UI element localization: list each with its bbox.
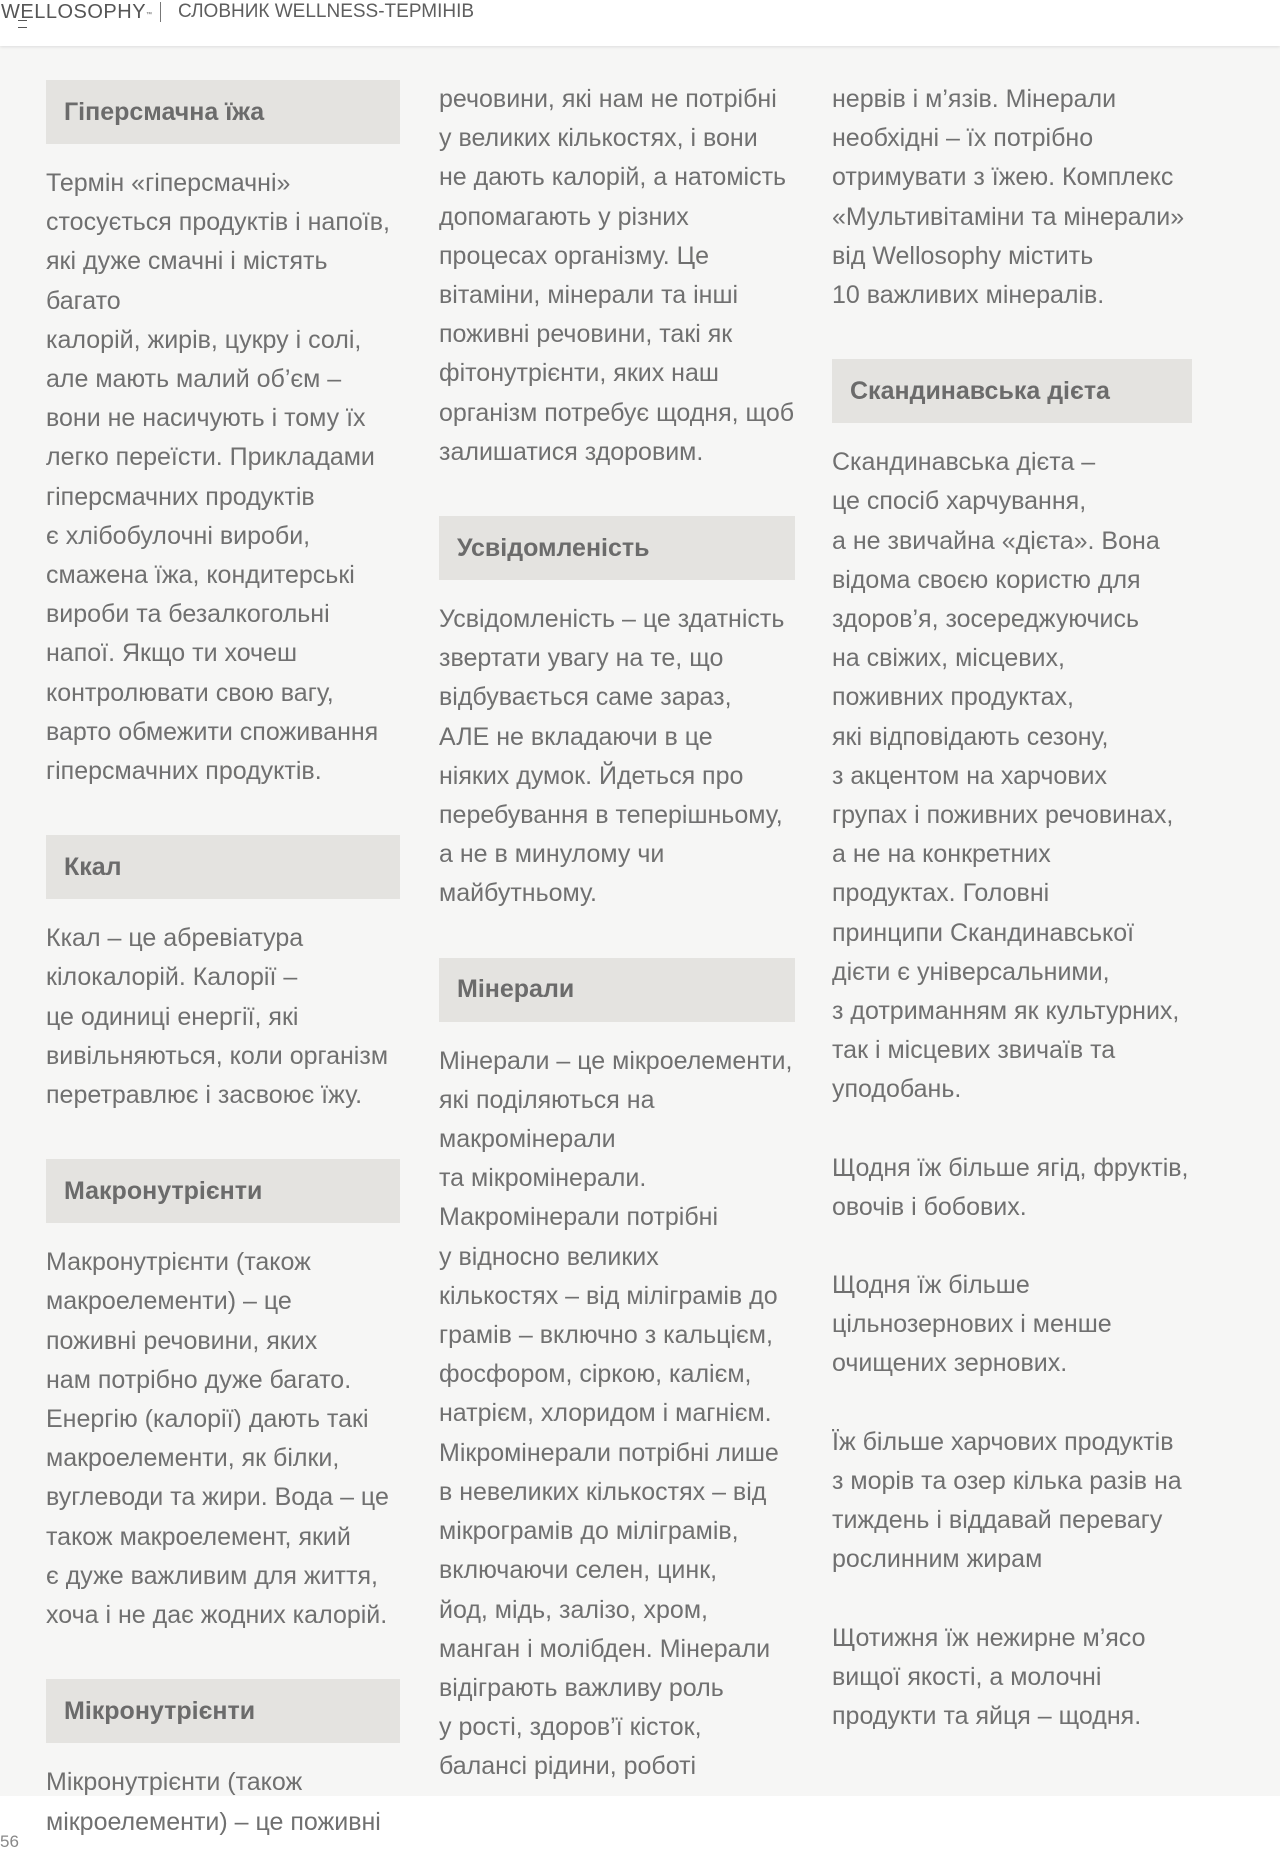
section-heading-macronutrients: Макронутрієнти [46,1159,400,1223]
text-line: очищених зернових. [832,1349,1068,1378]
text-line: допомагають у різних [439,202,689,231]
text-line: необхідні – їх потрібно [832,124,1094,153]
text-line: а не звичайна «дієта». Вона [832,526,1160,555]
section-heading-minerals: Мінерали [439,958,795,1022]
text-line: кілокалорій. Калорії – [46,963,298,992]
text-line: є дуже важливим для життя, [46,1561,378,1590]
text-line: а не на конкретних [832,840,1051,869]
text-line: Щодня їж більше ягід, фруктів, [832,1153,1189,1182]
text-line: макроелементи, як білки, [46,1444,340,1473]
text-line: Мікронутрієнти (також [46,1768,303,1797]
text-line: Усвідомленість – це здатність [439,605,785,634]
text-line: Щотижня їж нежирне м’ясо [832,1623,1146,1652]
column-1 [46,80,400,1842]
text-line: включаючи селен, цинк, [439,1556,718,1585]
text-line: в невеликих кількостях – від [439,1477,767,1506]
text-line: нам потрібно дуже багато. [46,1365,352,1394]
section-heading-kcal: Ккал [46,835,400,899]
text-line: у великих кількостях, і вони [439,124,758,153]
text-line: рослинним жирам [832,1545,1043,1574]
nordic-diet-paragraph-3 [832,1266,1192,1384]
header-title: СЛОВНИК WELLNESS-ТЕРМІНІВ [178,1,475,22]
text-line: є хлібобулочні вироби, [46,521,311,550]
nordic-diet-paragraph-1 [832,443,1192,1109]
text-line: натрієм, хлоридом і магнієм. [439,1399,772,1428]
text-line: манган і молібден. Мінерали [439,1634,771,1663]
text-line: поживних продуктах, [832,683,1074,712]
text-line: речовини, які нам не потрібні [439,85,777,113]
text-line: хоча і не дає жодних калорій. [46,1601,388,1630]
text-line: Макромінерали потрібні [439,1203,718,1232]
text-line: Енергію (калорії) дають такі [46,1405,369,1434]
text-line: АЛЕ не вкладаючи в це [439,722,713,751]
nordic-diet-paragraph-5 [832,1619,1192,1737]
text-line: це спосіб харчування, [832,487,1087,516]
text-line: Мікромінерали потрібні лише [439,1438,779,1467]
section-text-mindfulness [439,600,795,914]
text-line: балансі рідини, роботі [439,1752,697,1781]
text-line: відбувається саме зараз, [439,683,732,712]
text-line: гіперсмачних продуктів. [46,757,322,786]
text-line: з акцентом на харчових [832,761,1108,790]
text-line: Макронутрієнти (також [46,1248,311,1277]
column-3 [832,80,1192,1736]
text-line: вуглеводи та жири. Вода – це [46,1483,389,1512]
text-line: вони не насичують і тому їх [46,404,366,433]
text-line: макромінерали [439,1125,616,1154]
nordic-diet-paragraph-2 [832,1149,1192,1227]
text-line: мікрограмів до міліграмів, [439,1517,739,1546]
text-line: фосфором, сіркою, калієм, [439,1360,752,1389]
text-line: поживні речовини, яких [46,1326,318,1355]
text-line: цільнозернових і менше [832,1310,1112,1339]
section-heading-nordic-diet: Скандинавська дієта [832,359,1192,423]
text-line: гіперсмачних продуктів [46,482,315,511]
brand-name: WELLOSOPHY [1,1,147,23]
text-line: та мікромінерали. [439,1164,647,1193]
text-line: Ккал – це абревіатура [46,924,304,953]
section-text-hyperpalatable [46,164,400,791]
text-line: у відносно великих [439,1242,659,1271]
section-text-macronutrients [46,1243,400,1635]
text-line: залишатися здоровим. [439,437,704,466]
brand-mark-underline [18,20,27,28]
text-line: на свіжих, місцевих, [832,644,1065,673]
text-line: «Мультивітаміни та мінерали» [832,202,1185,231]
text-line: продуктах. Головні [832,879,1050,908]
text-line: Мінерали – це мікроелементи, [439,1046,793,1075]
nordic-diet-paragraph-4 [832,1423,1192,1580]
text-line: які відповідають сезону, [832,722,1109,751]
page-header [0,0,1280,46]
section-text-minerals [439,1042,795,1787]
text-line: звертати увагу на те, що [439,644,724,673]
text-line: які дуже смачні і містять багато [46,247,328,315]
text-line: які поділяються на [439,1085,655,1114]
text-line: а не в минулому чи [439,840,665,869]
text-line: також макроелемент, який [46,1522,351,1551]
header-divider [160,2,161,22]
brand-trademark: ™ [146,12,153,18]
section-heading-hyperpalatable: Гіперсмачна їжа [46,80,400,144]
text-line: Щодня їж більше [832,1271,1030,1300]
text-line: овочів і бобових. [832,1192,1027,1221]
text-line: з дотриманням як культурних, [832,997,1180,1026]
text-line: Термін «гіперсмачні» [46,169,291,197]
text-line: перебування в теперішньому, [439,801,783,830]
section-text-kcal [46,919,400,1115]
section-text-micronutrients-cont [439,80,795,472]
text-line: так і місцевих звичаїв та [832,1036,1116,1065]
column-2 [439,80,795,1787]
text-line: але мають малий об’єм – [46,365,342,394]
text-line: організм потребує щодня, щоб [439,398,795,427]
text-line: майбутньому. [439,879,597,908]
text-line: 10 важливих мінералів. [832,281,1105,310]
text-line: йод, мідь, залізо, хром, [439,1595,708,1624]
text-line: фітонутрієнти, яких наш [439,359,719,388]
text-line: нервів і м’язів. Мінерали [832,85,1117,113]
section-heading-micronutrients: Мікронутрієнти [46,1679,400,1743]
text-line: не дають калорій, а натомість [439,163,787,192]
text-line: здоров’я, зосереджуючись [832,605,1140,634]
text-line: продукти та яйця – щодня. [832,1701,1142,1730]
text-line: це одиниці енергії, які [46,1002,299,1031]
text-line: у рості, здоров’ї кісток, [439,1713,702,1742]
text-line: з морів та озер кілька разів на [832,1466,1182,1495]
text-line: легко переїсти. Прикладами [46,443,375,472]
text-line: вітаміни, мінерали та інші [439,281,739,310]
text-line: дієти є універсальними, [832,957,1110,986]
text-line: Їж більше харчових продуктів [832,1427,1174,1456]
text-line: Скандинавська дієта – [832,448,1096,477]
text-line: ніяких думок. Йдеться про [439,761,744,790]
text-line: напої. Якщо ти хочеш [46,639,298,668]
text-line: вироби та безалкогольні [46,600,330,629]
section-text-minerals-cont [832,80,1192,315]
text-line: перетравлює і засвоює їжу. [46,1081,363,1110]
section-heading-mindfulness: Усвідомленість [439,516,795,580]
text-line: вивільняються, коли організм [46,1041,389,1070]
text-line: стосується продуктів і напоїв, [46,208,390,237]
text-line: уподобань. [832,1075,962,1104]
text-line: принципи Скандинавської [832,918,1135,947]
text-line: групах і поживних речовинах, [832,801,1174,830]
text-line: калорій, жирів, цукру і солі, [46,325,362,354]
text-line: кількостях – від міліграмів до [439,1281,778,1310]
page-number: 56 [0,1832,19,1851]
text-line: відома своєю користю для [832,565,1141,594]
text-line: вищої якості, а молочні [832,1662,1102,1691]
text-line: тиждень і віддавай перевагу [832,1506,1163,1535]
text-line: поживні речовини, такі як [439,320,733,349]
text-line: відіграють важливу роль [439,1673,724,1702]
text-line: макроелементи) – це [46,1287,292,1316]
text-line: грамів – включно з кальцієм, [439,1321,773,1350]
text-line: отримувати з їжею. Комплекс [832,163,1174,192]
text-line: від Wellosophy містить [832,241,1094,270]
text-line: процесах організму. Це [439,241,709,270]
text-line: мікроелементи) – це поживні [46,1807,381,1836]
section-text-micronutrients [46,1763,400,1841]
text-line: контролювати свою вагу, [46,678,334,707]
text-line: смажена їжа, кондитерські [46,561,355,590]
text-line: варто обмежити споживання [46,717,379,746]
